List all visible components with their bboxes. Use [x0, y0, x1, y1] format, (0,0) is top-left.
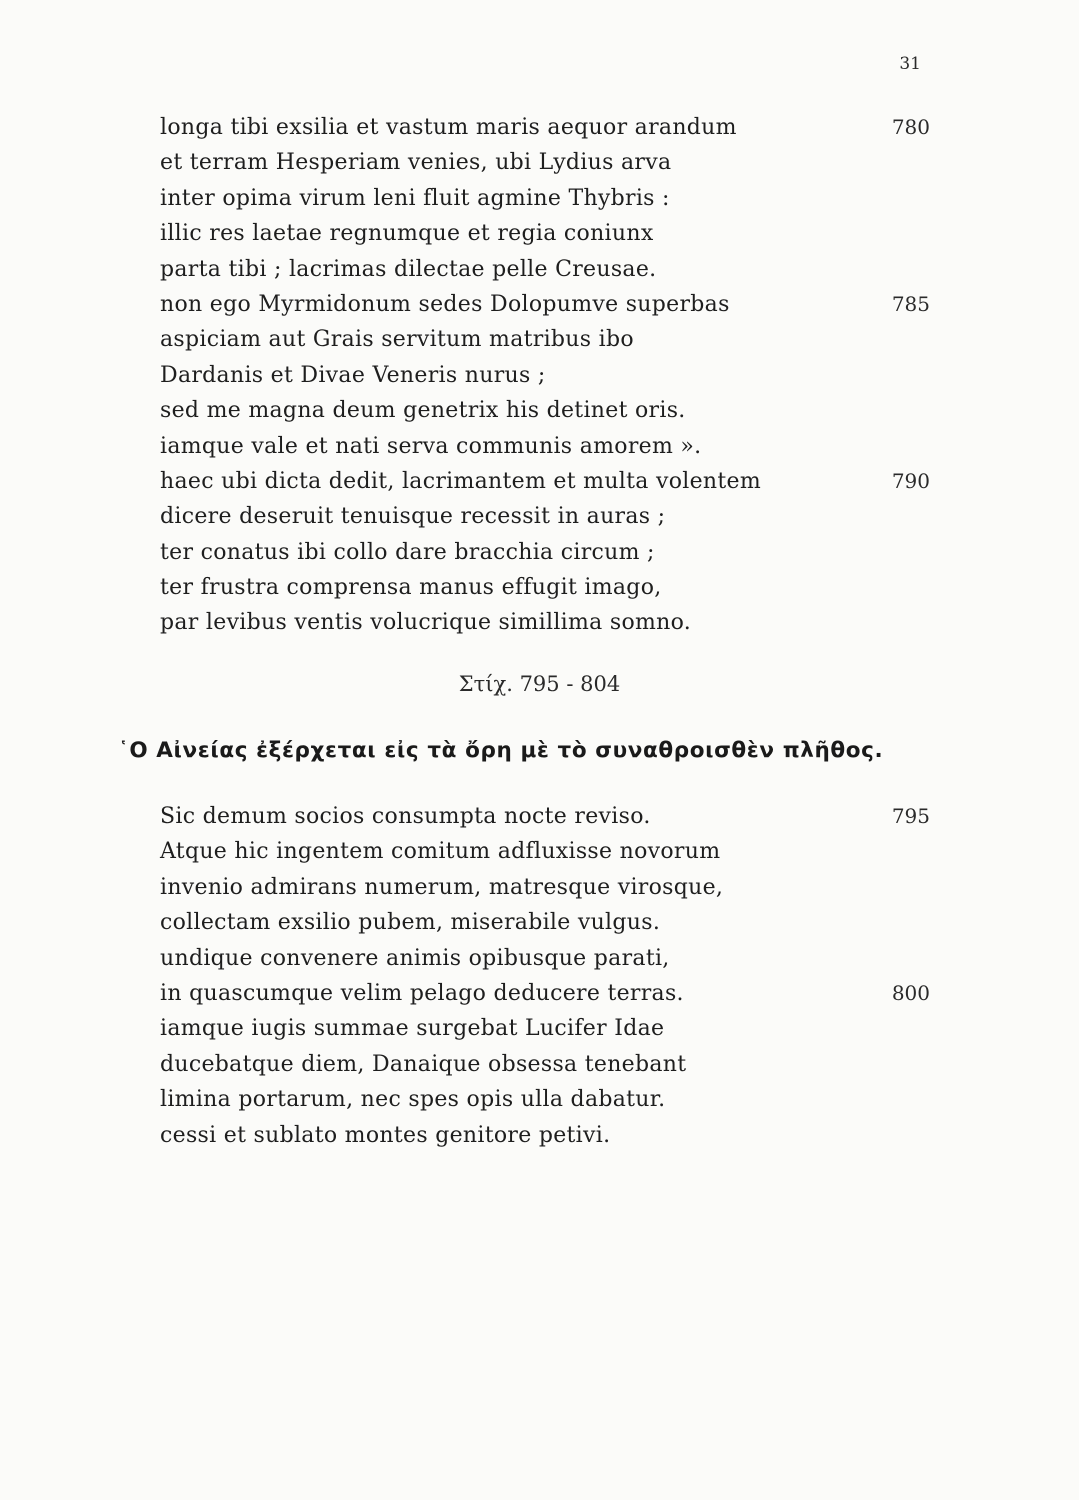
verse-line-text: sed me magna deum genetrix his detinet oris. — [160, 398, 686, 424]
verse-line — [160, 1047, 930, 1082]
verse-line — [160, 941, 930, 976]
verse-line-text: illic res laetae regnumque et regia coniunx — [160, 221, 654, 247]
verse-line — [160, 535, 930, 570]
verse-line — [160, 181, 930, 216]
verse-line — [160, 429, 930, 464]
verse-line-text: non ego Myrmidonum sedes Dolopumve superbas — [160, 291, 730, 317]
verse-line-text: dicere deseruit tenuisque recessit in auras ; — [160, 504, 666, 530]
verse-line — [160, 799, 930, 834]
verse-line-text: Sic demum socios consumpta nocte reviso. — [160, 804, 651, 829]
verse-line-text: collectam exsilio pubem, miserabile vulgus. — [160, 910, 661, 936]
verse-line — [160, 605, 930, 640]
verse-line-number: 795 — [891, 804, 930, 828]
verse-line-text: inter opima virum leni fluit agmine Thybris : — [160, 185, 670, 211]
verse-line — [160, 464, 930, 499]
verse-line-text: invenio admirans numerum, matresque virosque, — [160, 874, 724, 900]
verse-line — [160, 1082, 930, 1117]
verse-line — [160, 252, 930, 287]
verse-line-text: Dardanis et Divae Veneris nurus ; — [160, 362, 546, 388]
verse-line-number: 780 — [891, 115, 930, 139]
verse-line-text: cessi et sublato montes genitore petivi. — [160, 1122, 611, 1148]
verse-line-text: par levibus ventis volucrique simillima somno. — [160, 610, 692, 636]
verse-line-text: et terram Hesperiam venies, ubi Lydius arva — [160, 150, 672, 176]
verse-line — [160, 287, 930, 322]
verse-line — [160, 1118, 930, 1153]
verse-block-second — [160, 799, 930, 1153]
verse-line-text: in quascumque velim pelago deducere terras. — [160, 980, 684, 1006]
verse-line-number: 790 — [891, 468, 930, 493]
verse-line — [160, 976, 930, 1011]
verse-line-text: haec ubi dicta dedit, lacrimantem et multa volentem — [160, 468, 762, 494]
verse-line — [160, 834, 930, 869]
verse-line — [160, 570, 930, 605]
verse-line-text: iamque vale et nati serva communis amorem ». — [160, 433, 702, 459]
page-number: 31 — [899, 54, 921, 74]
verse-line-text: limina portarum, nec spes opis ulla dabatur. — [160, 1087, 666, 1113]
verse-line-number: 785 — [891, 291, 930, 316]
verse-line — [160, 499, 930, 534]
verse-line-number: 800 — [891, 980, 930, 1005]
verse-line — [160, 145, 930, 180]
verse-line — [160, 322, 930, 357]
verse-block-first — [160, 110, 930, 641]
verse-line — [160, 358, 930, 393]
verse-line — [160, 216, 930, 251]
verse-line-text: iamque iugis summae surgebat Lucifer Idae — [160, 1016, 665, 1042]
verse-line-text: ter conatus ibi collo dare bracchia circum ; — [160, 539, 655, 565]
section-heading: ῾Ο Αἰνείας ἐξέρχεται εἰς τὰ ὄρη μὲ τὸ συναθροισθὲν πλῆθος. — [118, 738, 884, 763]
verse-line — [160, 1011, 930, 1046]
verse-line — [160, 870, 930, 905]
verse-line-text: Atque hic ingentem comitum adfluxisse novorum — [160, 839, 721, 865]
verse-line-text: parta tibi ; lacrimas dilectae pelle Creusae. — [160, 256, 657, 282]
verse-line — [160, 905, 930, 940]
verse-line-text: undique convenere animis opibusque parati, — [160, 945, 670, 971]
verse-line — [160, 393, 930, 428]
stichoi-range-label: Στίχ. 795 - 804 — [458, 672, 621, 696]
verse-line-text: ducebatque diem, Danaique obsessa tenebant — [160, 1051, 687, 1077]
verse-line-text: longa tibi exsilia et vastum maris aequor arandum — [160, 115, 737, 140]
verse-line-text: aspiciam aut Grais servitum matribus ibo — [160, 327, 634, 353]
verse-line-text: ter frustra comprensa manus effugit imago, — [160, 575, 662, 601]
verse-line — [160, 110, 930, 145]
